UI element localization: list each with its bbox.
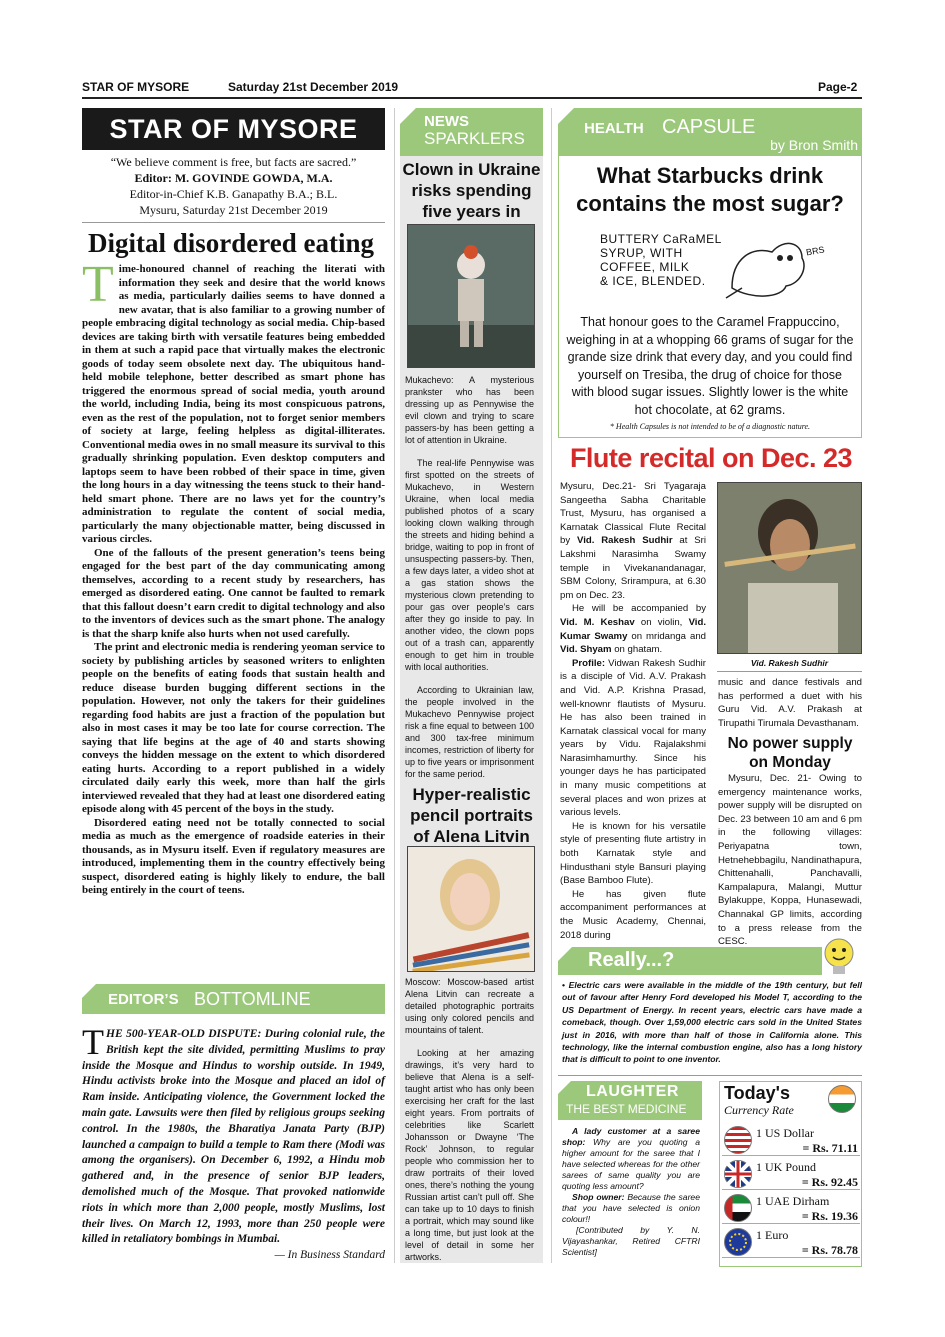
- cartoon-creature: [722, 228, 812, 304]
- editorial-para-4: Disordered eating need not be totally connected to social media as much as the emergence of roadside eateries in their thousands, as in Mysuru itself. Even if regulatory measures are introduced, implementing them in the country effectively being suspect, disordered eating is highly likely to endure, the ball being entirely in the court of teens.: [82, 816, 385, 896]
- bottomline-label-b: BOTTOMLINE: [194, 989, 311, 1009]
- cartoon-line-3: COFFEE, MILK: [600, 260, 690, 274]
- joke-customer-label: A lady customer at a saree shop:: [562, 1126, 700, 1147]
- flute-p2-e: on mridanga and: [627, 630, 706, 642]
- currency-unit: 1 UK Pound: [756, 1160, 817, 1174]
- currency-title: Today's: [724, 1083, 790, 1103]
- news-label-b: SPARKLERS: [424, 129, 525, 148]
- uk-flag-icon: [724, 1160, 752, 1188]
- editor-in-chief-line: Editor-in-Chief K.B. Ganapathy B.A.; B.L.: [129, 187, 338, 201]
- joke-question: Why are you quoting a higher amount for the saree that I have selected whereas for the other sarees of same quality you are quoting less amount?: [562, 1137, 700, 1191]
- lightbulb-icon: [818, 935, 860, 979]
- flute-p2-g: on ghatam.: [611, 644, 663, 656]
- portrait-para-2: Looking at her amazing drawings, it’s very hard to believe that Alena is a self-taught artist who has only been exercising her craft for the last eight years. From portraits of celebrities like Scarlett Johansson or Dwayne ‘The Rock’ Johnson, to regular people who commission her to draw portraits of their loved ones, there’s nothing the young Russian artist can’t pull off. She can take up to 10 days to finish a portrait, which may sound like a long time, but just look at the level of detail in some her artworks.: [405, 1048, 534, 1262]
- joke-answer: Because the saree that you have selected is onion colour!!: [562, 1192, 700, 1224]
- bottomline-dropcap: T: [82, 1022, 104, 1062]
- issue-date: Saturday 21st December 2019: [228, 80, 399, 94]
- corner-notch: [558, 1081, 571, 1094]
- laughter-body: [562, 1126, 700, 1258]
- cartoon-signature: BRS: [805, 244, 826, 258]
- currency-unit: 1 Euro: [756, 1228, 789, 1242]
- currency-rate: = Rs. 19.36: [801, 1209, 858, 1223]
- laughter-banner: [558, 1081, 702, 1120]
- dateline: Mysuru, Saturday 21st December 2019: [139, 203, 328, 217]
- health-banner: [558, 108, 862, 156]
- portrait-figure: [408, 847, 534, 971]
- health-label-a: HEALTH: [584, 120, 644, 137]
- health-cartoon: [600, 228, 830, 306]
- divider: [82, 222, 385, 223]
- flutist-photo: [717, 482, 862, 654]
- editorial-body: [82, 256, 385, 898]
- really-text: Electric cars were available in the middle of the 19th century, but fell out of favour after Henry Ford developed his Model T, according to the US Department of Energy. In recent years, electric cars have made a comeback, though. Over 1,59,000 electric cars sold in the United States just in 2016, with more than half of those in California alone. This technology, like the internal combustion engine, also has a long history that is difficult to point to one inventor.: [562, 980, 862, 1065]
- bottomline-text: HE 500-YEAR-OLD DISPUTE: During colonial rule, the British kept the site divided, permitting Muslims to pray inside the Mosque and Hindus to worship outside. In 1949, Hindu activists broke into the Mosque and placed an idol of Ram inside. Anticipating violence, the Government locked the main gate. Lawsuits were then filed by religious groups seeking control. In the 1980s, the Bharatiya Janata Party (BJP) launched a campaign to build a temple to Ram there (Modi was among the organisers). On December 6, 1992, a Hindu mob gathered and, in the presence of senior BJP leaders, demolished much of the Mosque. That provoked nationwide riots in which more than 2,000 people, mostly Muslims, lost their lives. On March 12, 1993, more than 250 people were killed in retaliatory bombings in Mumbai.: [82, 1028, 385, 1246]
- currency-rate: = Rs. 92.45: [801, 1175, 858, 1189]
- editor-line: Editor: M. GOVINDE GOWDA, M.A.: [134, 171, 333, 185]
- page-number: Page-2: [818, 80, 858, 94]
- cartoon-caption: [600, 232, 722, 288]
- clown-photo: [407, 224, 535, 368]
- flute-p2-c: on violin,: [634, 616, 689, 628]
- bullet-icon: •: [562, 980, 566, 990]
- clown-para-2: The real-life Pennywise was first spotted on the streets of Mukachevo, in Western Ukraine, when local media published photos of a scary looking clown walking through the streets and hiding behind a bridge, waiting to pop in front of unsuspecting passers-by. Then, a few days later, a video shot at a gas station shows the mysterious clown pretending to pour gas over people’s cars after they go inside to pay. In another video, the clown pops out of a trash can, apparently enough to get him in trouble with local authorities.: [405, 458, 534, 672]
- cartoon-line-4: & ICE, BLENDED.: [600, 274, 706, 288]
- logo-banner: [82, 108, 385, 150]
- health-body: That honour goes to the Caramel Frappuccino, weighing in at a whopping 66 grams of sugar for the grande size drink that every day, and you could find yourself on Tresiba, the drug of choice for those with blood sugar issues. Slightly lower is the white hot chocolate, at 62 grams.: [566, 315, 854, 417]
- flutist-figure: [718, 483, 861, 653]
- flute-p1-c: at Sri Lakshmi Narasimha Swamy temple in Vivekanandanagar, SBM Colony, Srirampura, at 6.30 pm on Dec. 23.: [560, 535, 706, 601]
- really-banner: [558, 947, 822, 975]
- flutist-caption: Vid. Rakesh Sudhir: [750, 658, 829, 668]
- laughter-label-a: LAUGHTER: [586, 1083, 679, 1100]
- us-flag-icon: [724, 1126, 752, 1154]
- paper-name: STAR OF MYSORE: [82, 80, 190, 94]
- corner-notch: [558, 947, 572, 961]
- motto: “We believe comment is free, but facts are sacred.”: [110, 155, 357, 169]
- editorial-dropcap: T: [82, 256, 114, 313]
- india-flag-icon: [828, 1085, 856, 1113]
- portrait-photo: [407, 846, 535, 972]
- currency-rate: = Rs. 78.78: [801, 1243, 858, 1257]
- really-label: Really...?: [588, 949, 675, 971]
- currency-unit: 1 US Dollar: [756, 1126, 814, 1140]
- flute-p1-a: Mysuru, Dec.21- Sri Tyagaraja Sangeetha Sabha Charitable Trust, Mysuru, has organised a Karnatak Classical Flute Recital by: [560, 481, 706, 547]
- flute-para-5: He has given flute accompaniment performances at the Music Academy, Chennai, 2018 during: [560, 888, 706, 941]
- eu-flag-icon: [724, 1228, 752, 1256]
- editorial-para-1: ime-honoured channel of reaching the literati with information they seek and desire that the world knows as media, particularly dailies seems to have donned a new avatar, that is also familiar to a growing number of people embracing digital technology as social media. Chip-based devices are taking birth with versatile features being embedded in them at such a rapid pace that virtually makes the electronic goods of today seem obsolete next day. The ubiquitous hand-held mobile telephone, better described as smart phone has triggered the enormous spread of social media, youth around the world, including India, being its most conspicuous patrons, even as the rest of the population, not to forget senior members of society at large, feeling helpless as digital-illiterates. Conventional media owes in no small measure its survival to this gradually shrinking population. Even desktop computers and laptops seem to have been robbed of their space in time, given the long hours in a day witnessing the teens stuck to their hand-held smart phone. There are no laws yet for the country’s administration to regulate the content of social media, particularly the many objectionable matter, being discussed in various circles.: [82, 263, 385, 545]
- mridanga-artist: Vid. Kumar Swamy: [560, 616, 706, 642]
- clown-para-3: According to Ukrainian law, the people involved in the Mukachevo Pennywise project risk a fine equal to between 100 and 300 tax-free minimum incomes, restriction of liberty for up to five years or imprisonment for the same period.: [405, 685, 534, 779]
- editorial-para-3: The print and electronic media is rendering yeoman service to society by publishing articles by seasoned writers to enlighten people on the benefits of eating foods that sustain health and reduce disease burden bugging different sections in the population. However, not only the takers for their guidelines regarding food habits are just a fraction of the population but also in most cases it may be too late for course correction. The saying that life begins at the age of 40 and starts showing conveys the hidden message on the extent to which disordered eating hurts. According to a report published in a widely circulated daily early this week, more than half the girls interviewed revealed that they had at least one disordered eating episode along with 45 percent of the boys in the study.: [82, 641, 385, 815]
- ghatam-artist: Vid. Shyam: [560, 644, 612, 656]
- bottomline-source: — In Business Standard: [274, 1249, 385, 1262]
- laughter-label-b: THE BEST MEDICINE: [566, 1102, 687, 1116]
- currency-row: [722, 1158, 860, 1190]
- currency-subtitle: Currency Rate: [724, 1103, 794, 1117]
- column-divider: [394, 108, 395, 1263]
- health-byline: by Bron Smith: [770, 137, 858, 153]
- currency-unit: 1 UAE Dirham: [756, 1194, 830, 1208]
- joke-owner-label: Shop owner:: [572, 1192, 625, 1202]
- currency-row: [722, 1124, 860, 1156]
- portrait-para-1: Moscow: Moscow-based artist Alena Litvin can recreate a detailed photographic portraits using only colored pencils and mountains of talent.: [405, 977, 534, 1035]
- profile-label: Profile:: [572, 657, 606, 669]
- clown-body: [405, 374, 534, 780]
- logo-text: STAR OF MYSORE: [109, 114, 358, 144]
- flute-para-4: He is known for his versatile style of presenting flute artistry in both Karnatak style and Hindusthani style Bansuri playing (Base Bamboo Flute).: [560, 820, 706, 887]
- editorial-headline: Digital disordered eating: [88, 228, 374, 258]
- power-headline: No power supply on Monday: [727, 735, 853, 771]
- currency-rate: = Rs. 71.11: [802, 1141, 858, 1155]
- health-label-b: CAPSULE: [662, 116, 756, 138]
- news-label-a: NEWS: [424, 113, 469, 130]
- clown-headline: Clown in Ukraine risks spending five years in: [402, 160, 541, 221]
- uae-flag-icon: [724, 1194, 752, 1222]
- corner-notch: [82, 984, 96, 998]
- flute-body: [560, 480, 706, 942]
- flute-p3-b: Vidwan Rakesh Sudhir is a disciple of Vid. A.V. Prakash and Vid. A.P. Krishna Prasad, well-knownr flautists of Mysuru. He has also been trained in Karnatak classical vocal for many years by Vidu. Rajalakshmi Narasimhamurthy. Since his younger days he has participated in many music competitions at several places and won prizes at various levels.: [560, 657, 706, 819]
- flute-continued: music and dance festivals and has performed a duet with his Guru Vid. A.V. Prakash at Tirupathi Tirumala Devasthanam.: [718, 677, 862, 729]
- divider: [558, 1075, 862, 1076]
- really-body: [562, 979, 862, 1066]
- health-headline: What Starbucks drink contains the most sugar?: [576, 163, 844, 216]
- artist-name: Vid. Rakesh Sudhir: [576, 535, 673, 547]
- header-rule: [82, 97, 862, 99]
- portrait-headline: Hyper-realistic pencil portraits of Alena Litvin: [410, 785, 533, 846]
- joke-credit: [Contributed by Y. N. Vijayashankar, Retired CFTRI Scientist]: [562, 1225, 700, 1257]
- flute-headline: Flute recital on Dec. 23: [569, 443, 853, 473]
- bottomline-label-a: EDITOR’S: [108, 991, 179, 1008]
- corner-notch: [558, 108, 574, 124]
- violinist: Vid. M. Keshav: [560, 616, 635, 628]
- currency-row: [722, 1226, 860, 1258]
- flute-p2-a: He will be accompanied by: [572, 603, 706, 615]
- editorial-para-2: One of the fallouts of the present generation’s teens being engaged for the best part of the day communicating among themselves, according to a recent study by researchers, has emerged as disordered eating. One cannot be faulted to remark that this fallout doesn’t earn credit to digital technology and also to the inventors of devices such as the smart phone. The analogy is that the sharp knife also hurts when not used carefully.: [82, 546, 385, 640]
- cartoon-line-1: BUTTERY CaRaMEL: [600, 232, 722, 246]
- news-sparklers-banner: [400, 108, 543, 156]
- caption-rule: [717, 671, 862, 672]
- currency-row: [722, 1192, 860, 1224]
- power-body: Mysuru, Dec. 21- Owing to emergency maintenance works, power supply will be disrupted on Dec. 23 between 10 am and 6 pm in the following villages: Periyapatna town, Hetnehebbagilu, Nandinathapura, Chittenahalli, Panchavalli, Kampalapura, Malangi, Muttur Bylakuppe, Koppa, Hunasewadi, Channakal GP limits, according to a press release from the CESC.: [718, 773, 862, 948]
- column-divider: [551, 108, 552, 1263]
- bottomline-banner: [82, 984, 385, 1014]
- masthead-info: [82, 154, 385, 218]
- health-note: * Health Capsules is not intended to be of a diagnostic nature.: [609, 422, 811, 431]
- portrait-body: [405, 976, 534, 1263]
- clown-figure: [408, 225, 534, 367]
- clown-para-1: Mukachevo: A mysterious prankster who has been dressing up as Pennywise the evil clown and trying to scare passers-by has been getting a lot of attention in Ukraine.: [405, 375, 534, 445]
- bottomline-body: [82, 1022, 385, 1264]
- cartoon-line-2: SYRUP, WITH: [600, 246, 683, 260]
- corner-notch: [400, 108, 416, 124]
